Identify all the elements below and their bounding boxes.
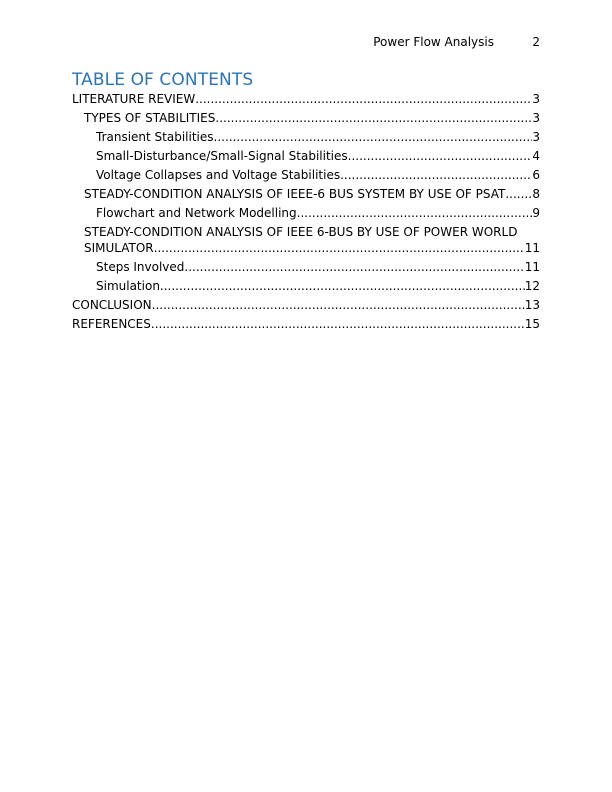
toc-entry-page: 9 [532, 206, 540, 220]
toc-entry-steps-involved[interactable] [72, 259, 540, 275]
toc-entry-voltage-stabilities[interactable] [72, 167, 540, 183]
dot-leader [184, 259, 524, 275]
dot-leader [505, 186, 532, 202]
toc-entry-simulation[interactable] [72, 278, 540, 294]
toc-entry-text: TYPES OF STABILITIES [84, 111, 216, 125]
toc-entry-page: 13 [524, 298, 540, 312]
toc-entry-page: 3 [532, 111, 540, 125]
toc-entry-page: 8 [532, 187, 540, 201]
toc-entry-references[interactable] [72, 316, 540, 332]
toc-entry-page: 11 [524, 241, 540, 255]
toc-entry-text: Flowchart and Network Modelling [96, 206, 297, 220]
toc-entry-text: Steps Involved [96, 260, 185, 274]
dot-leader [151, 316, 525, 332]
toc-entry-small-signal-stabilities[interactable] [72, 148, 540, 164]
toc-entry-types-of-stabilities[interactable] [72, 110, 540, 126]
toc-entry-text-line1: STEADY-CONDITION ANALYSIS OF IEEE 6-BUS BY USE OF POWER WORLD [84, 225, 518, 239]
dot-leader [297, 205, 533, 221]
dot-leader [340, 167, 532, 183]
dot-leader [154, 240, 525, 256]
toc-entry-page: 3 [532, 92, 540, 106]
toc-entry-transient-stabilities[interactable] [72, 129, 540, 145]
toc-entry-text: STEADY-CONDITION ANALYSIS OF IEEE-6 BUS SYSTEM BY USE OF PSAT [84, 187, 506, 201]
toc-entry-text: Simulation [96, 279, 160, 293]
dot-leader [160, 278, 525, 294]
toc-heading: TABLE OF CONTENTS [72, 70, 254, 90]
dot-leader [348, 148, 533, 164]
toc-entry-text: Small-Disturbance/Small-Signal Stabilities [96, 149, 348, 163]
toc-entry-text: LITERATURE REVIEW [72, 92, 196, 106]
dot-leader [214, 129, 533, 145]
table-of-contents [72, 91, 540, 335]
toc-entry-text: REFERENCES [72, 317, 151, 331]
toc-entry-text: Voltage Collapses and Voltage Stabilities [96, 168, 341, 182]
toc-entry-page: 6 [532, 168, 540, 182]
toc-entry-literature-review[interactable] [72, 91, 540, 107]
toc-entry-text: CONCLUSION [72, 298, 152, 312]
running-title: Power Flow Analysis [373, 35, 494, 49]
dot-leader [195, 91, 532, 107]
toc-entry-page: 15 [524, 317, 540, 331]
toc-entry-power-world-analysis[interactable] [72, 224, 540, 256]
toc-entry-page: 3 [532, 130, 540, 144]
toc-entry-flowchart-network-modelling[interactable] [72, 205, 540, 221]
toc-entry-psat-analysis[interactable] [72, 186, 540, 202]
toc-entry-page: 4 [532, 149, 540, 163]
toc-entry-page: 11 [524, 260, 540, 274]
dot-leader [215, 110, 532, 126]
toc-entry-conclusion[interactable] [72, 297, 540, 313]
toc-entry-text: SIMULATOR [84, 241, 154, 255]
toc-entry-text: Transient Stabilities [96, 130, 214, 144]
dot-leader [152, 297, 525, 313]
toc-entry-page: 12 [524, 279, 540, 293]
page-number: 2 [532, 35, 540, 49]
page-header [72, 35, 540, 51]
